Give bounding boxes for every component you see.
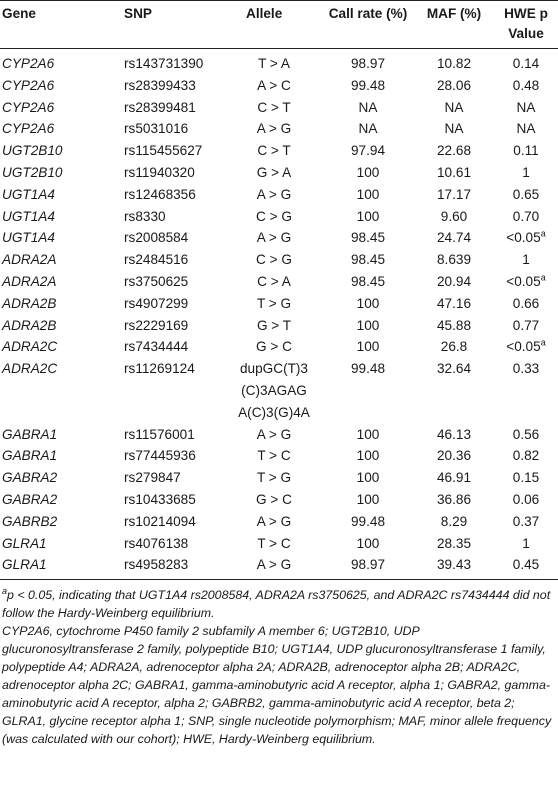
- cell-allele: A > G: [226, 554, 322, 579]
- cell-snp: rs4076138: [124, 535, 189, 551]
- cell-snp: rs2484516: [124, 252, 189, 268]
- cell-gene: CYP2A6: [2, 77, 55, 93]
- cell-hwe: [494, 206, 558, 228]
- hwe-value: <0.05: [506, 339, 541, 355]
- cell-maf: 32.64: [436, 361, 472, 377]
- cell-snp: rs28399433: [124, 77, 196, 93]
- cell-maf: 46.13: [436, 426, 472, 442]
- cell-hwe: [494, 118, 558, 140]
- cell-call-rate: 100: [356, 295, 380, 311]
- cell-gene: UGT2B10: [2, 164, 63, 180]
- cell-snp: rs279847: [124, 470, 181, 486]
- table-row: [0, 358, 558, 423]
- cell-gene: CYP2A6: [2, 121, 55, 137]
- cell-maf: 28.35: [436, 535, 472, 551]
- cell-snp: rs4907299: [124, 295, 189, 311]
- hwe-value: 0.45: [512, 557, 540, 573]
- table-row: [0, 49, 558, 75]
- cell-call-rate: 98.97: [350, 56, 386, 71]
- cell-hwe: [494, 511, 558, 533]
- cell-maf: 36.86: [436, 491, 472, 507]
- footnote-a-text: p < 0.05, indicating that UGT1A4 rs2008584, ADRA2A rs3750625, and ADRA2C rs7434444 did not follow the Hardy-Weinberg equilibrium.: [2, 588, 551, 621]
- cell-call-rate: 97.94: [350, 143, 386, 159]
- table-row: [0, 206, 558, 228]
- cell-allele: G > A: [256, 164, 292, 180]
- cell-hwe: [494, 184, 558, 206]
- cell-maf: 39.43: [414, 554, 494, 579]
- cell-snp: rs28399481: [124, 99, 196, 115]
- hwe-value: 0.82: [512, 448, 540, 464]
- hwe-value: <0.05: [506, 230, 541, 246]
- cell-hwe: [494, 75, 558, 97]
- footnote-marker: a: [540, 337, 546, 348]
- cell-allele: C > A: [257, 273, 291, 289]
- hwe-value: 0.11: [513, 143, 539, 159]
- table-row: [0, 424, 558, 446]
- cell-snp: rs11940320: [124, 164, 195, 180]
- cell-gene: GLRA1: [0, 554, 96, 579]
- cell-snp: rs4958283: [96, 554, 226, 579]
- cell-allele: A > G: [256, 186, 292, 202]
- table-row: [0, 315, 558, 337]
- cell-gene: GABRA2: [2, 491, 58, 507]
- cell-gene: ADRA2A: [2, 273, 57, 289]
- cell-gene: UGT1A4: [2, 230, 55, 246]
- cell-call-rate: 100: [356, 448, 380, 464]
- hwe-value: 0.37: [512, 513, 540, 529]
- allele-line: dupGC(T)3: [240, 361, 308, 377]
- table-row: [0, 554, 558, 579]
- cell-call-rate: 98.45: [350, 230, 386, 246]
- cell-maf: 9.60: [440, 208, 468, 224]
- cell-call-rate: NA: [358, 121, 378, 137]
- table-row: [0, 489, 558, 511]
- cell-snp: rs7434444: [124, 339, 189, 355]
- cell-gene: CYP2A6: [2, 56, 55, 71]
- table-row: [0, 293, 558, 315]
- cell-call-rate: 98.45: [350, 252, 386, 268]
- cell-hwe: [494, 467, 558, 489]
- cell-call-rate: 100: [356, 426, 380, 442]
- cell-hwe: [494, 293, 558, 315]
- cell-maf: 10.61: [436, 164, 472, 180]
- table-row: [0, 336, 558, 358]
- cell-call-rate: 100: [356, 339, 380, 355]
- cell-hwe: [494, 140, 558, 162]
- cell-hwe: [494, 271, 558, 293]
- cell-snp: rs2229169: [124, 317, 189, 333]
- cell-call-rate: 100: [356, 317, 380, 333]
- table-row: [0, 184, 558, 206]
- cell-maf: 20.36: [436, 448, 472, 464]
- cell-maf: 45.88: [436, 317, 472, 333]
- cell-gene: GABRA1: [2, 426, 58, 442]
- cell-call-rate: 100: [356, 208, 380, 224]
- hwe-value: 0.65: [512, 186, 540, 202]
- table-row: [0, 445, 558, 467]
- cell-allele: A > G: [256, 426, 292, 442]
- cell-call-rate: 100: [356, 186, 380, 202]
- cell-maf: 10.82: [436, 56, 472, 71]
- cell-allele: G > C: [256, 339, 292, 355]
- cell-maf: 46.91: [436, 470, 472, 486]
- cell-snp: rs8330: [124, 208, 166, 224]
- cell-allele: T > G: [256, 470, 292, 486]
- header-snp: SNP: [96, 1, 226, 49]
- cell-gene: ADRA2A: [2, 252, 57, 268]
- hwe-value: 1: [522, 252, 530, 268]
- cell-gene: ADRA2C: [2, 361, 58, 377]
- cell-allele: C > G: [256, 208, 292, 224]
- cell-maf: 28.06: [436, 77, 472, 93]
- cell-call-rate: 100: [356, 535, 380, 551]
- cell-snp: rs2008584: [124, 230, 189, 246]
- cell-call-rate: 98.97: [322, 554, 414, 579]
- hwe-value: 0.56: [512, 426, 540, 442]
- cell-gene: UGT1A4: [2, 208, 55, 224]
- cell-maf: 26.8: [440, 339, 468, 355]
- cell-snp: rs10433685: [124, 491, 196, 507]
- cell-gene: ADRA2B: [2, 295, 57, 311]
- cell-maf: 17.17: [436, 186, 472, 202]
- header-allele: Allele: [226, 1, 322, 49]
- table-header: [0, 1, 558, 49]
- cell-allele: T > C: [257, 535, 291, 551]
- cell-snp: rs77445936: [124, 448, 196, 464]
- cell-allele: C > G: [256, 252, 292, 268]
- cell-allele: [226, 358, 322, 423]
- table-row: [0, 118, 558, 140]
- cell-gene: UGT1A4: [2, 186, 55, 202]
- cell-allele: T > A: [258, 56, 290, 71]
- header-gene: Gene: [0, 1, 96, 49]
- cell-maf: NA: [444, 121, 464, 137]
- cell-gene: GABRB2: [2, 513, 58, 529]
- cell-snp: rs115455627: [124, 143, 203, 159]
- cell-snp: rs3750625: [124, 273, 189, 289]
- cell-hwe: [494, 49, 558, 75]
- cell-allele: T > C: [257, 448, 291, 464]
- abbreviations-note: CYP2A6, cytochrome P450 family 2 subfamily A member 6; UGT2B10, UDP glucuronosyltransferase 2 family, polypeptide B10; UGT1A4, UDP glucuronosyltransferase 1 family, polypeptide A4; ADRA2A, adrenoceptor alpha 2A; ADRA2B, adrenoceptor alpha 2B; ADRA2C, adrenoceptor alpha 2C; GABRA1, gamma-aminobutyric acid A receptor, alpha 1; GABRA2, gamma-aminobutyric acid A receptor, alpha 2; GABRB2, gamma-aminobutyric acid A receptor, beta 2; GLRA1, glycine receptor alpha 1; SNP, single nucleotide polymorphism; MAF, minor allele frequency (was calculated with our cohort); HWE, Hardy-Weinberg equilibrium.: [2, 624, 552, 747]
- cell-hwe: [494, 358, 558, 423]
- hwe-value: NA: [516, 99, 536, 115]
- cell-maf: 20.94: [436, 273, 472, 289]
- cell-maf: 8.29: [440, 513, 468, 529]
- hwe-value: 0.15: [512, 470, 540, 486]
- table-row: [0, 227, 558, 249]
- cell-snp: rs143731390: [124, 56, 204, 71]
- hwe-value: NA: [516, 121, 536, 137]
- hwe-value: 0.66: [512, 295, 540, 311]
- cell-allele: C > T: [257, 99, 291, 115]
- table-row: [0, 97, 558, 119]
- header-call-rate: Call rate (%): [322, 1, 414, 49]
- footnote-marker: a: [2, 586, 8, 596]
- table-row: [0, 467, 558, 489]
- hwe-value: 0.06: [512, 491, 540, 507]
- cell-call-rate: 100: [356, 164, 380, 180]
- cell-hwe: [494, 162, 558, 184]
- allele-line: A(C)3(G)4A: [238, 404, 310, 420]
- cell-allele: A > G: [256, 230, 292, 246]
- footnote-marker: a: [540, 228, 546, 239]
- cell-call-rate: 100: [356, 470, 380, 486]
- cell-maf: 8.639: [436, 252, 472, 268]
- cell-maf: 24.74: [436, 230, 472, 246]
- cell-maf: 22.68: [436, 143, 472, 159]
- table-row: [0, 533, 558, 555]
- table-row: [0, 249, 558, 271]
- cell-gene: GLRA1: [2, 535, 47, 551]
- cell-hwe: [494, 533, 558, 555]
- table-row: [0, 511, 558, 533]
- hwe-value: 1: [522, 535, 530, 551]
- cell-gene: CYP2A6: [2, 99, 55, 115]
- cell-call-rate: 98.45: [350, 273, 386, 289]
- table-row: [0, 271, 558, 293]
- cell-gene: GABRA1: [2, 448, 58, 464]
- hwe-value: 0.77: [512, 317, 540, 333]
- cell-hwe: [494, 249, 558, 271]
- cell-hwe: [494, 97, 558, 119]
- table-row: [0, 75, 558, 97]
- cell-call-rate: 99.48: [350, 77, 386, 93]
- cell-hwe: [494, 554, 558, 579]
- table-row: [0, 162, 558, 184]
- header-hwe: HWE p Value: [494, 1, 558, 49]
- allele-line: (C)3AGAG: [241, 382, 307, 398]
- cell-allele: A > G: [256, 121, 292, 137]
- cell-gene: UGT2B10: [2, 143, 63, 159]
- cell-hwe: [494, 227, 558, 249]
- cell-hwe: [494, 315, 558, 337]
- hwe-value: <0.05: [506, 273, 541, 289]
- cell-allele: G > T: [256, 317, 292, 333]
- cell-allele: G > C: [256, 491, 292, 507]
- cell-allele: T > G: [256, 295, 292, 311]
- hwe-value: 0.70: [512, 208, 540, 224]
- cell-gene: ADRA2C: [2, 339, 58, 355]
- header-maf: MAF (%): [414, 1, 494, 49]
- table-footnotes: [0, 580, 558, 748]
- cell-snp: rs11269124: [124, 361, 195, 377]
- cell-allele: A > G: [256, 513, 292, 529]
- table-row: [0, 140, 558, 162]
- cell-maf: 47.16: [436, 295, 472, 311]
- cell-call-rate: 99.48: [350, 513, 386, 529]
- hwe-value: 1: [522, 164, 530, 180]
- cell-hwe: [494, 336, 558, 358]
- cell-call-rate: 99.48: [350, 361, 386, 377]
- cell-hwe: [494, 489, 558, 511]
- cell-allele: A > C: [257, 77, 291, 93]
- footnote-a: [2, 586, 554, 622]
- cell-snp: rs10214094: [124, 513, 196, 529]
- hwe-value: 0.48: [512, 77, 540, 93]
- cell-gene: GABRA2: [2, 470, 58, 486]
- cell-maf: NA: [444, 99, 464, 115]
- cell-call-rate: NA: [358, 99, 378, 115]
- cell-allele: C > T: [257, 143, 291, 159]
- cell-snp: rs11576001: [124, 426, 195, 442]
- footnote-marker: a: [540, 272, 546, 283]
- table-body: [0, 49, 558, 580]
- cell-hwe: [494, 424, 558, 446]
- cell-snp: rs12468356: [124, 186, 196, 202]
- cell-call-rate: 100: [356, 491, 380, 507]
- cell-gene: ADRA2B: [2, 317, 57, 333]
- hwe-value: 0.33: [512, 361, 540, 377]
- cell-hwe: [494, 445, 558, 467]
- hwe-value: 0.14: [512, 56, 540, 71]
- cell-snp: rs5031016: [124, 121, 189, 137]
